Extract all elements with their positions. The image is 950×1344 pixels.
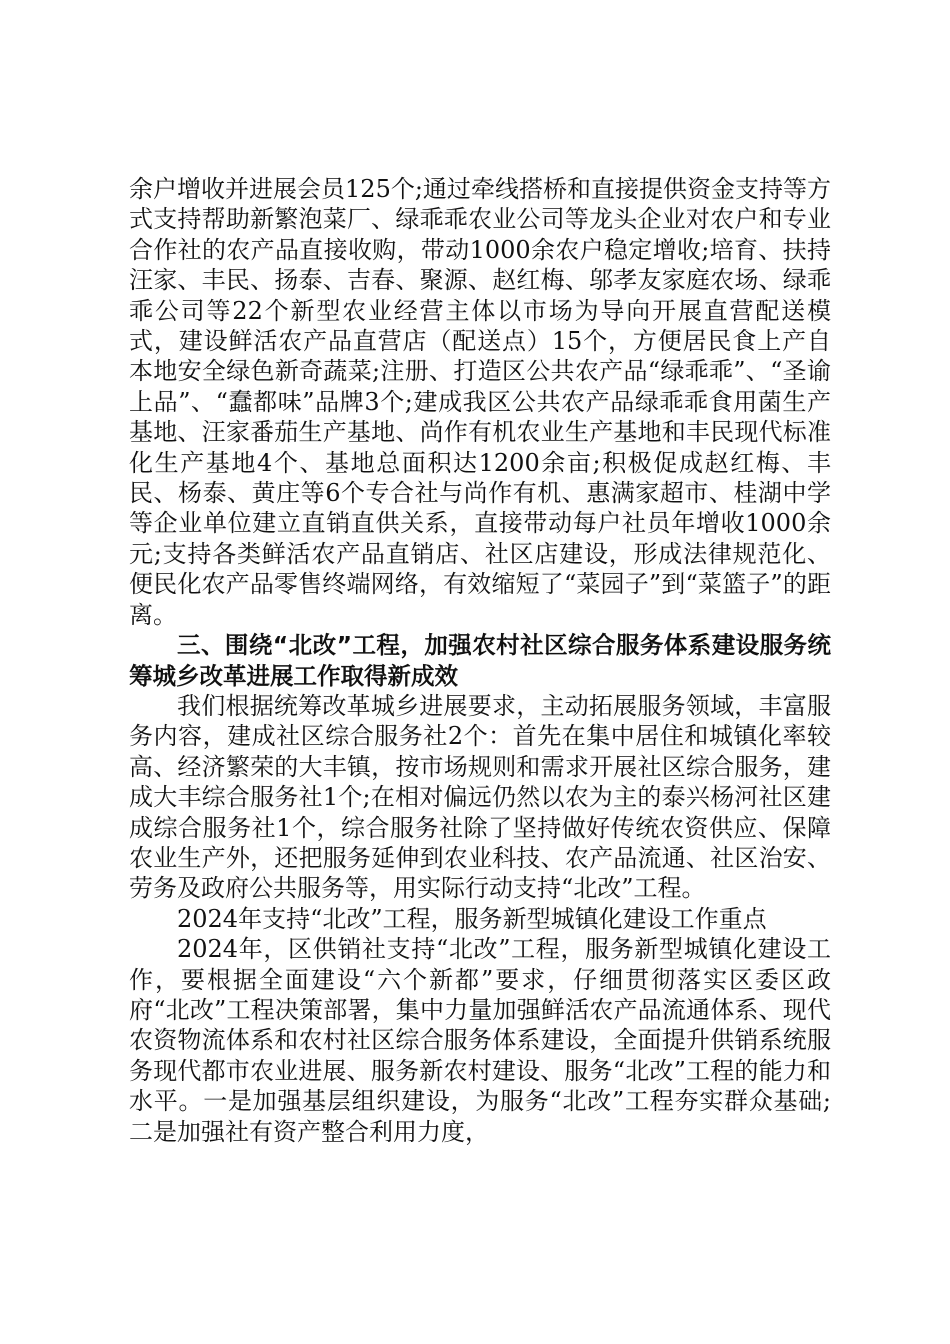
section-heading: 三、围绕“北改”工程，加强农村社区综合服务体系建设服务统筹城乡改革进展工作取得新成效 — [129, 631, 831, 690]
paragraph-work-focus-title: 2024年支持“北改”工程，服务新型城镇化建设工作重点 — [177, 904, 767, 933]
document-body — [129, 174, 831, 1147]
paragraph-2024-plan: 2024年，区供销社支持“北改”工程，服务新型城镇化建设工作，要根据全面建设“六个新都”要求，仔细贯彻落实区委区政府“北改”工程决策部署，集中力量加强鲜活农产品流通体系、现代农资物流体系和农村社区综合服务体系建设，全面提升供销系统服务现代都市农业进展、服务新农村建设、服务“北改”工程的能力和水平。一是加强基层组织建设，为服务“北改”工程夯实群众基础;二是加强社有资产整合利用力度， — [129, 935, 831, 1146]
paragraph-continuation: 余户增收并进展会员125个;通过牵线搭桥和直接提供资金支持等方式支持帮助新繁泡菜厂、绿乖乖农业公司等龙头企业对农户和专业合作社的农产品直接收购，带动1000余农户稳定增收;培育、扶持汪家、丰民、扬泰、吉春、聚源、赵红梅、邬孝友家庭农场、绿乖乖公司等22个新型农业经营主体以市场为导向开展直营配送模式，建设鲜活农产品直营店（配送点）15个，方便居民食上产自本地安全绿色新奇蔬菜;注册、打造区公共农产品“绿乖乖”、“圣谕上品”、“蠢都味”品牌3个;建成我区公共农产品绿乖乖食用菌生产基地、汪家番茄生产基地、尚作有机农业生产基地和丰民现代标准化生产基地4个、基地总面积达1200余亩;积极促成赵红梅、丰民、杨泰、黄庄等6个专合社与尚作有机、惠满家超市、桂湖中学等企业单位建立直销直供关系，直接带动每户社员年增收1000余元;支持各类鲜活农产品直销店、社区店建设，形成法律规范化、便民化农产品零售终端网络，有效缩短了“菜园子”到“菜篮子”的距离。 — [129, 175, 831, 629]
paragraph-community-service: 我们根据统筹改革城乡进展要求，主动拓展服务领域，丰富服务内容，建成社区综合服务社2个：首先在集中居住和城镇化率较高、经济繁荣的大丰镇，按市场规则和需求开展社区综合服务，建成大丰综合服务社1个;在相对偏远仍然以农为主的泰兴杨河社区建成综合服务社1个，综合服务社除了坚持做好传统农资供应、保障农业生产外，还把服务延伸到农业科技、农产品流通、社区治安、劳务及政府公共服务等，用实际行动支持“北改”工程。 — [129, 691, 831, 903]
